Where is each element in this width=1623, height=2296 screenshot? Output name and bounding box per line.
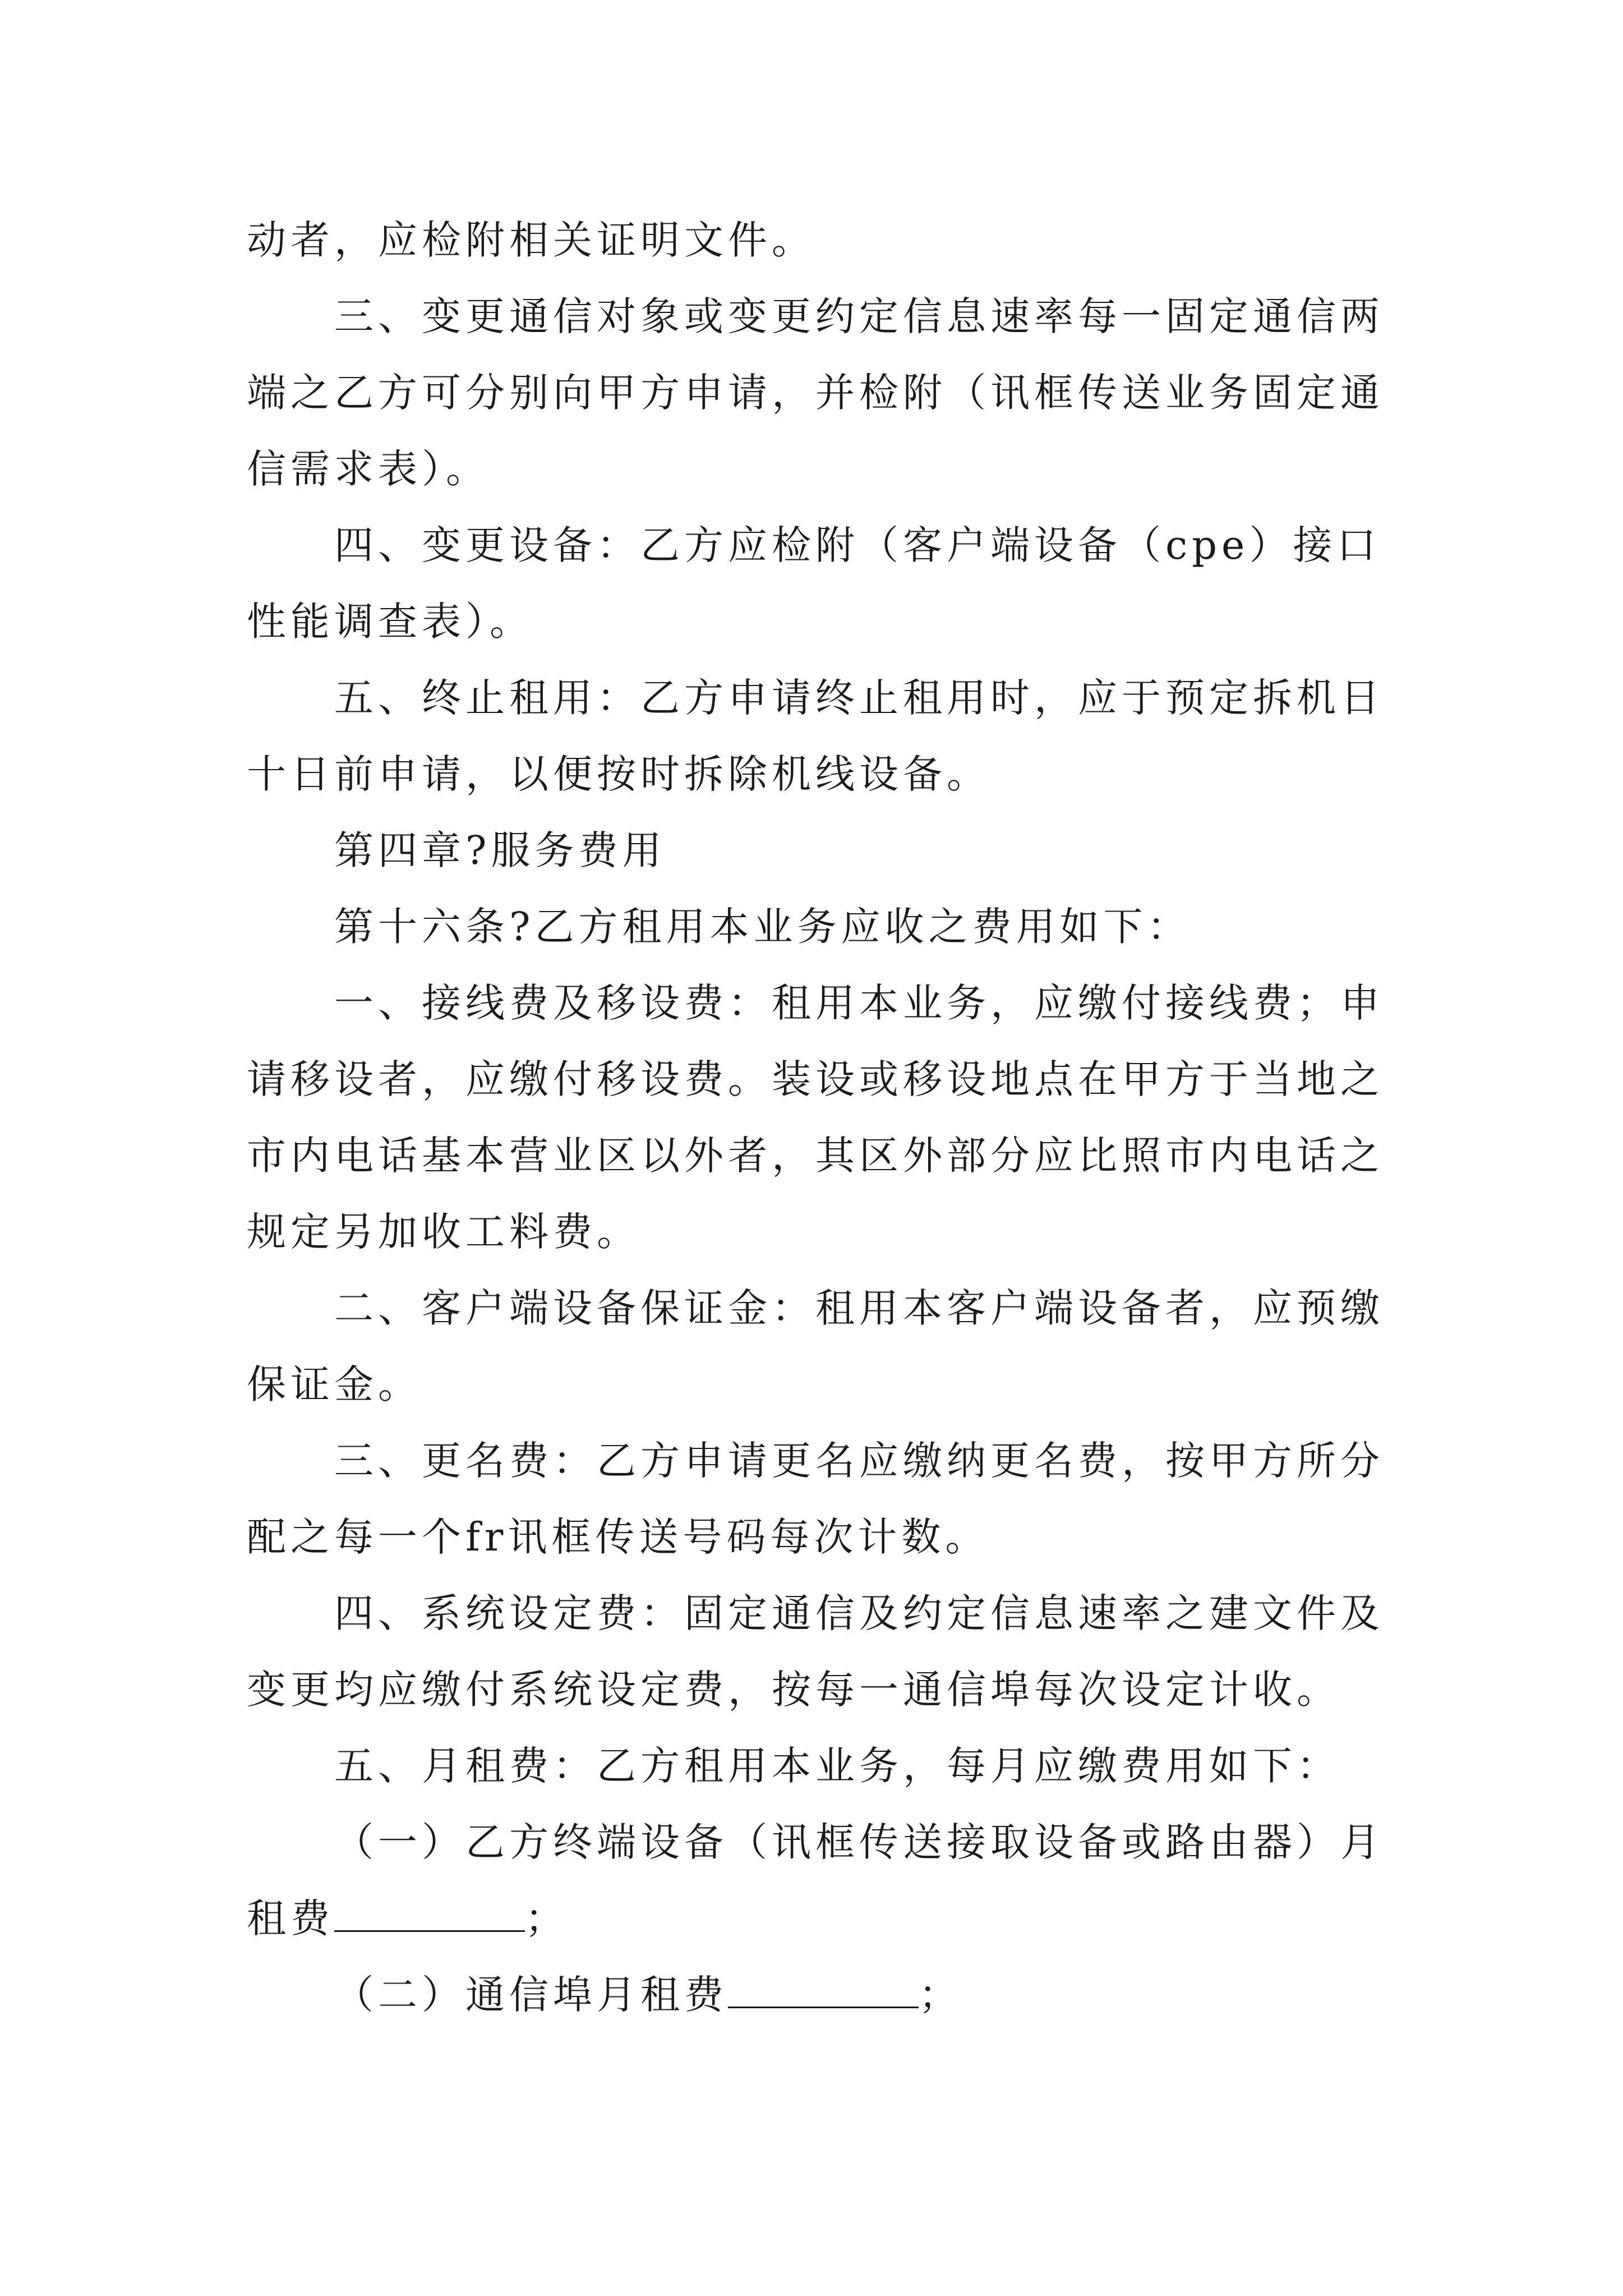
paragraph-line: 请移设者，应缴付移设费。装设或移设地点在甲方于当地之 xyxy=(247,1056,1384,1102)
fill-in-terminator: ； xyxy=(525,1895,569,1941)
fill-in-label: （二）通信埠月租费 xyxy=(334,1972,728,2018)
paragraph-line: 四、系统设定费：固定通信及约定信息速率之建文件及 xyxy=(334,1590,1384,1636)
paragraph-line: 端之乙方可分别向甲方申请，并检附（讯框传送业务固定通 xyxy=(247,370,1384,416)
document-body xyxy=(247,202,1391,2033)
paragraph-line: 变更均应缴付系统设定费，按每一通信埠每次设定计收。 xyxy=(247,1667,1340,1713)
article-heading: 第十六条?乙方租用本业务应收之费用如下： xyxy=(334,904,1191,950)
fill-in-blank[interactable] xyxy=(728,1974,919,2008)
paragraph-line: 性能调查表）。 xyxy=(247,599,533,645)
paragraph-line: 保证金。 xyxy=(247,1361,422,1407)
paragraph-line: 规定另加收工料费。 xyxy=(247,1209,640,1255)
paragraph-line: 三、变更通信对象或变更约定信息速率每一固定通信两 xyxy=(334,293,1384,339)
paragraph-line: 市内电话基本营业区以外者，其区外部分应比照市内电话之 xyxy=(247,1133,1384,1179)
chapter-heading: 第四章?服务费用 xyxy=(334,827,666,873)
paragraph-line: （一）乙方终端设备（讯框传送接取设备或路由器）月 xyxy=(334,1819,1384,1865)
paragraph-line: 信需求表）。 xyxy=(247,446,490,492)
paragraph-line: 一、接线费及移设费：租用本业务，应缴付接线费；申 xyxy=(334,980,1384,1026)
paragraph-line: 二、客户端设备保证金：租用本客户端设备者，应预缴 xyxy=(334,1285,1384,1331)
fill-in-line xyxy=(247,1957,1391,2033)
paragraph-line: 配之每一个fr讯框传送号码每次计数。 xyxy=(247,1514,989,1560)
fill-in-terminator: ； xyxy=(919,1972,962,2018)
fill-in-label: 租费 xyxy=(247,1895,334,1941)
paragraph-line: 五、终止租用：乙方申请终止租用时，应于预定拆机日 xyxy=(334,675,1384,721)
fill-in-line xyxy=(247,1880,1391,1957)
paragraph-line: 十日前申请，以便按时拆除机线设备。 xyxy=(247,751,990,797)
paragraph-line: 四、变更设备：乙方应检附（客户端设备（cpe）接口 xyxy=(334,522,1381,568)
paragraph-line: 五、月租费：乙方租用本业务，每月应缴费用如下： xyxy=(334,1743,1340,1789)
fill-in-blank[interactable] xyxy=(334,1898,525,1932)
paragraph-line: 动者，应检附相关证明文件。 xyxy=(247,217,815,263)
paragraph-line: 三、更名费：乙方申请更名应缴纳更名费，按甲方所分 xyxy=(334,1438,1384,1484)
